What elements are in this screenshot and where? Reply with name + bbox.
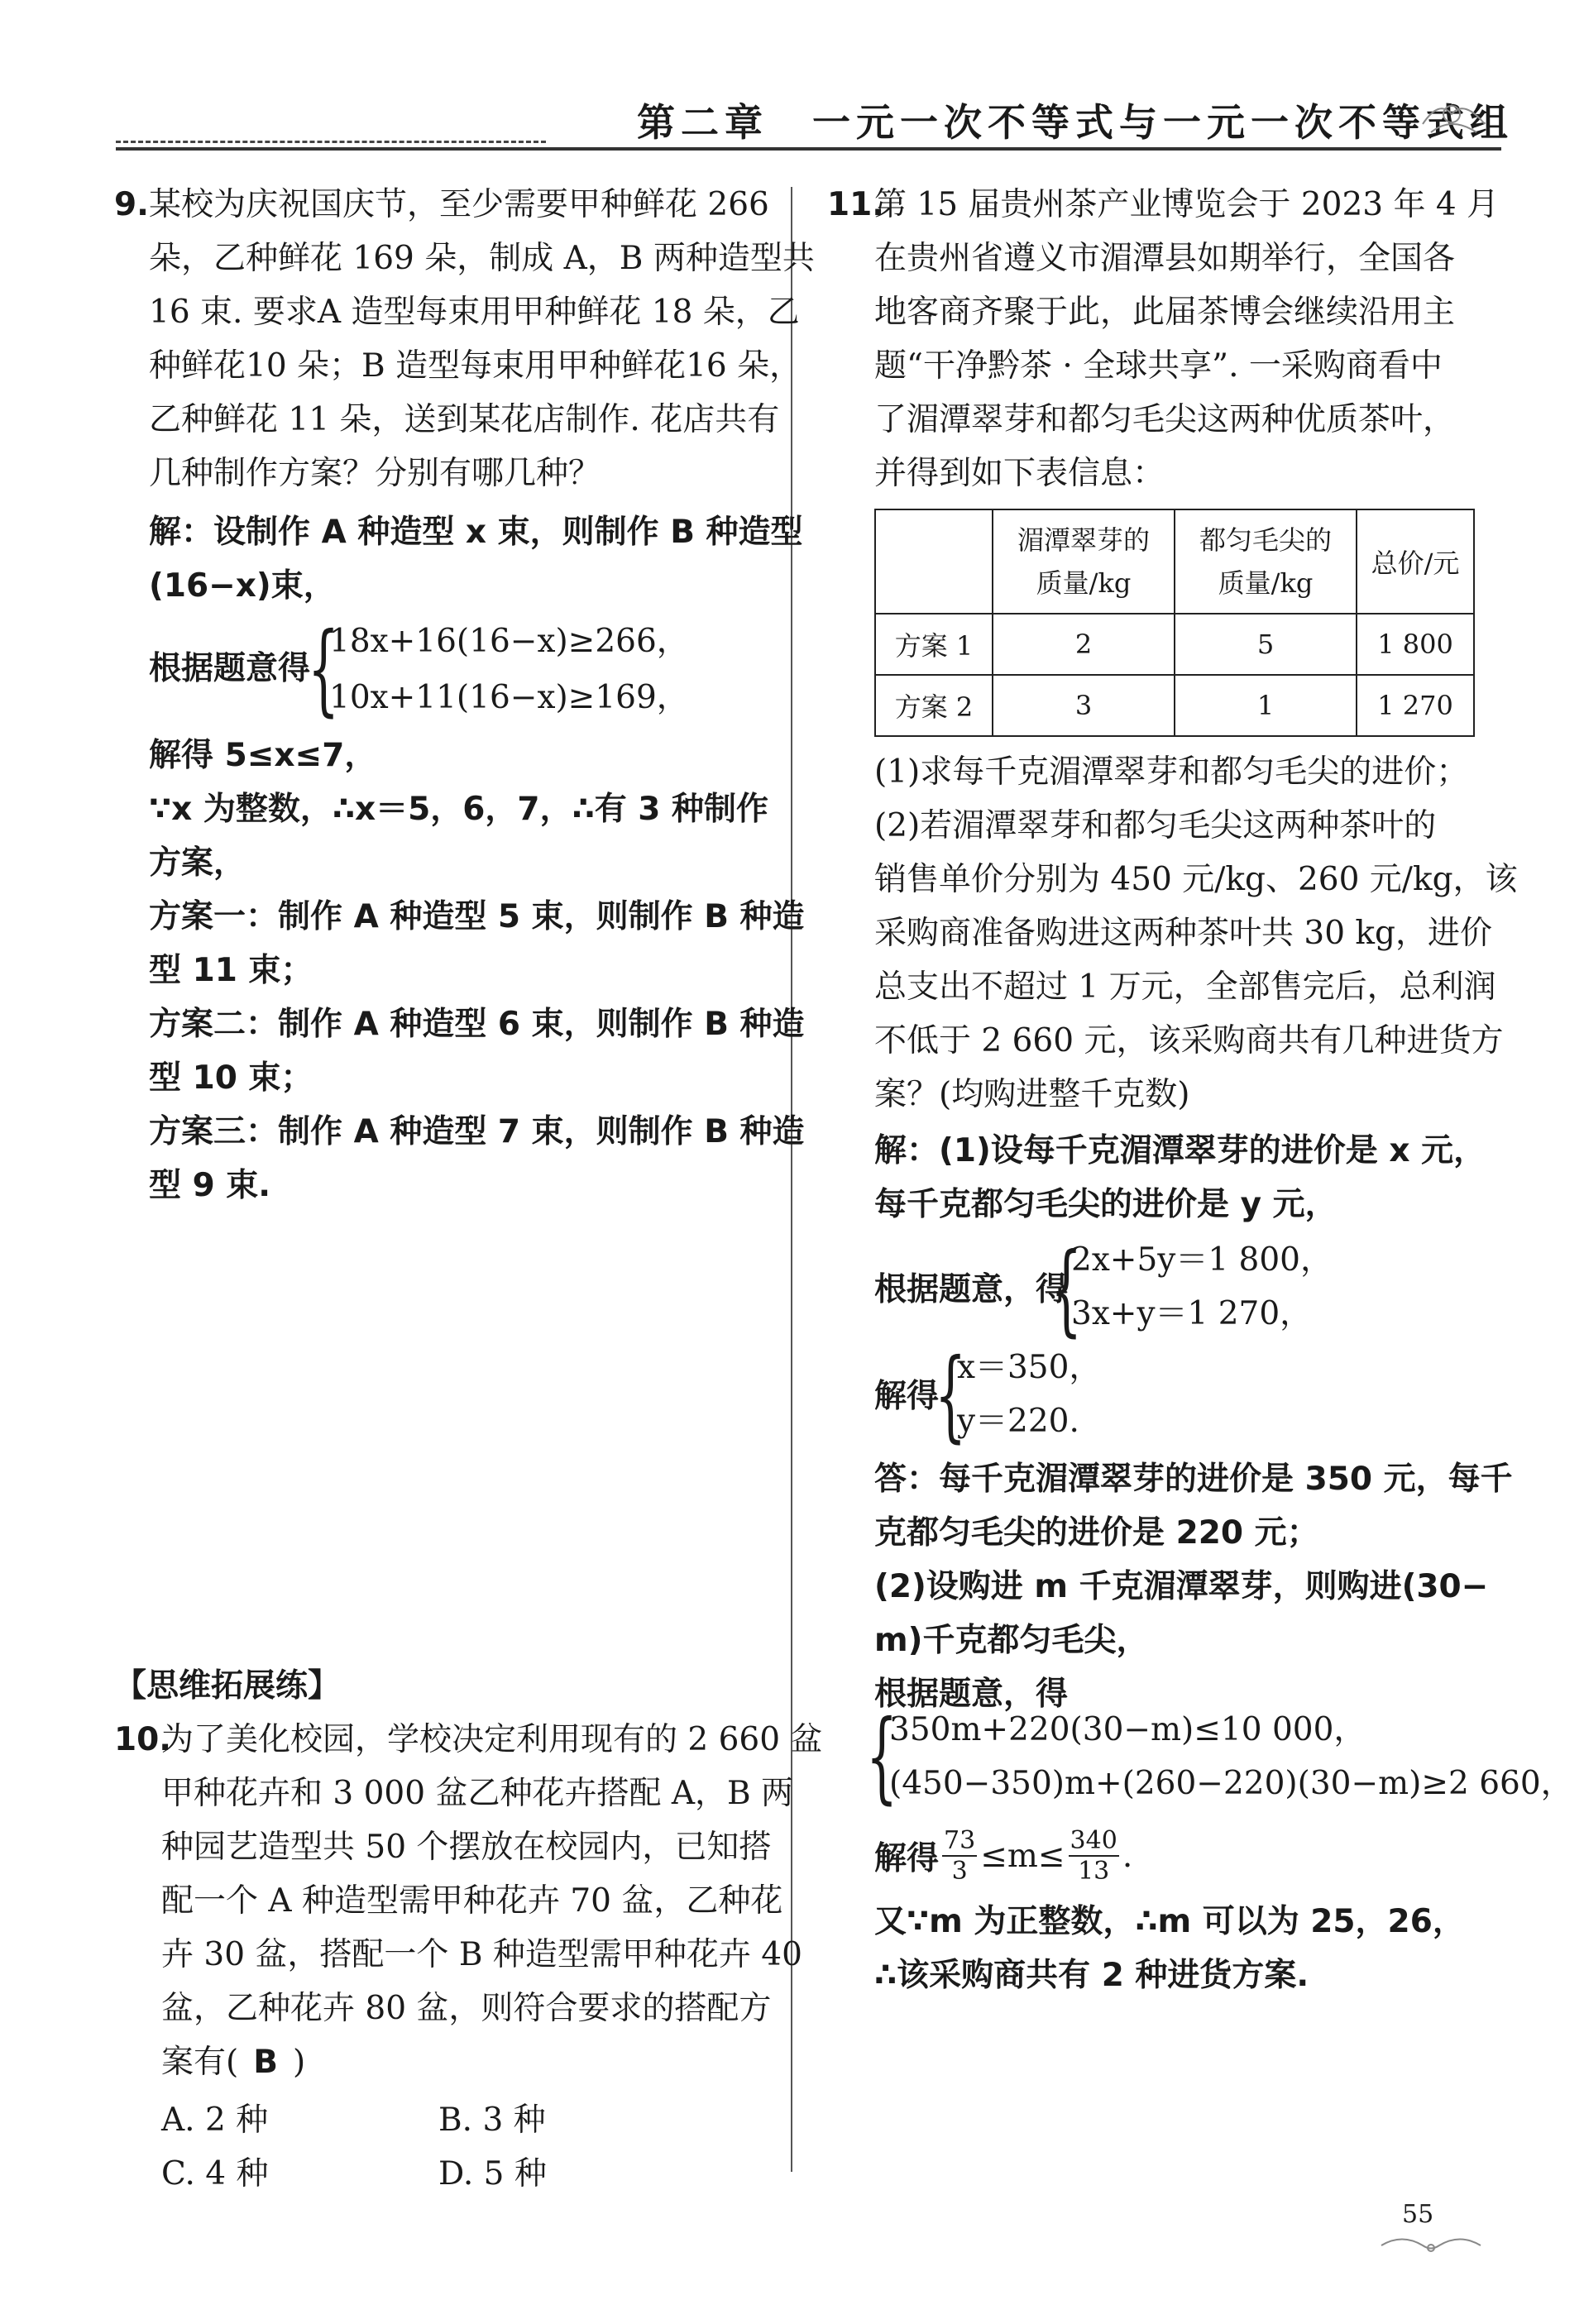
plan-line: 方案一：制作 A 种造型 5 束，则制作 B 种造 <box>149 898 805 935</box>
subquestion-line: 采购商准备购进这两种茶叶共 30 kg，进价 <box>874 915 1493 952</box>
subquestion-line: 案？(均购进整千克数) <box>874 1076 1190 1113</box>
brace-icon: { <box>866 1700 898 1815</box>
fraction <box>1069 1826 1119 1886</box>
fraction-numerator: 340 <box>1070 1826 1117 1855</box>
solution-line: ∴该采购商共有 2 种进货方案. <box>874 1957 1309 1994</box>
question-stem-line: 在贵州省遵义市湄潭县如期举行，全国各 <box>874 240 1456 277</box>
fraction <box>942 1826 977 1886</box>
question-stem-line: 甲种花卉和 3 000 盆乙种花卉搭配 A，B 两 <box>161 1775 794 1812</box>
solution-line: (16−x)束， <box>149 567 336 605</box>
question-stem-line: 朵，乙种鲜花 169 朵，制成 A，B 两种造型共 <box>149 240 815 277</box>
table-cell: 方案 2 <box>875 675 993 736</box>
solution-line: m)千克都匀毛尖， <box>874 1622 1149 1659</box>
solution-line: (2)设购进 m 千克湄潭翠芽，则购进(30− <box>874 1568 1489 1605</box>
chapter-title: 第二章 一元一次不等式与一元一次不等式组 <box>637 100 1514 145</box>
solution-line: 方案， <box>149 844 246 882</box>
table-corner-cell <box>875 509 993 614</box>
subquestion-line: 销售单价分别为 450 元/kg、260 元/kg，该 <box>874 861 1518 898</box>
question-stem-line: 了湄潭翠芽和都匀毛尖这两种优质茶叶， <box>874 401 1456 438</box>
solution-line: 根据题意，得 <box>874 1676 1069 1713</box>
tea-info-table <box>874 509 1475 737</box>
result-label: 解得 <box>874 1840 940 1877</box>
answer-line: 克都匀毛尖的进价是 220 元； <box>874 1514 1319 1552</box>
subquestion-line: (2)若湄潭翠芽和都匀毛尖这两种茶叶的 <box>874 807 1437 844</box>
plan-line: 型 11 束； <box>149 952 313 989</box>
result-label: 解得 <box>874 1378 940 1415</box>
header-ornament-icon <box>1406 83 1497 141</box>
option-c[interactable]: C. 4 种 <box>161 2155 269 2192</box>
stem-text: ) <box>292 2044 306 2081</box>
option-a[interactable]: A. 2 种 <box>161 2102 269 2139</box>
question-stem-line: 乙种鲜花 11 朵，送到某花店制作. 花店共有 <box>149 401 780 438</box>
solution-line: 又∵m 为正整数，∴m 可以为 25，26， <box>874 1903 1465 1940</box>
page-number: 55 <box>1402 2200 1434 2229</box>
inequality-line: (450−350)m+(260−220)(30−m)≥2 660， <box>889 1765 1573 1802</box>
question-stem-line: 题“干净黔茶 · 全球共享”. 一采购商看中 <box>874 347 1443 385</box>
table-cell: 2 <box>993 614 1175 675</box>
table-header-cell: 总价/元 <box>1357 509 1474 614</box>
table-cell: 3 <box>993 675 1175 736</box>
section-title: 【思维拓展练】 <box>114 1667 341 1705</box>
solution-line: 解：设制作 A 种造型 x 束，则制作 B 种造型 <box>149 514 803 551</box>
brace-icon: { <box>935 1338 967 1453</box>
table-cell: 方案 1 <box>875 614 993 675</box>
question-number: 10. <box>114 1721 172 1758</box>
subquestion-line: 总支出不超过 1 万元，全部售完后，总利润 <box>874 968 1496 1006</box>
solution-line: 每千克都匀毛尖的进价是 y 元， <box>874 1186 1338 1223</box>
solution-line: 解：(1)设每千克湄潭翠芽的进价是 x 元， <box>874 1132 1486 1169</box>
footer-ornament-icon <box>1377 2233 1485 2258</box>
table-cell: 5 <box>1175 614 1357 675</box>
equation-line: 3x+y＝1 270， <box>1071 1295 1313 1332</box>
plan-line: 方案三：制作 A 种造型 7 束，则制作 B 种造 <box>149 1113 805 1150</box>
fraction-result <box>874 1826 1132 1886</box>
table-cell: 1 <box>1175 675 1357 736</box>
column-divider <box>791 187 792 2172</box>
fraction-numerator: 73 <box>944 1826 976 1855</box>
option-b[interactable]: B. 3 种 <box>438 2102 546 2139</box>
table-header-row <box>875 509 1474 614</box>
table-cell: 1 800 <box>1357 614 1474 675</box>
system-label: 根据题意，得 <box>874 1271 1069 1308</box>
question-stem-line: 几种制作方案？分别有哪几种？ <box>149 455 601 492</box>
inequality-sign: ≤m≤ <box>980 1837 1065 1875</box>
question-stem-line <box>161 2043 305 2083</box>
header-rule <box>116 147 1501 151</box>
table-cell: 1 270 <box>1357 675 1474 736</box>
header-dashed-line <box>116 141 546 143</box>
table-header-cell: 都匀毛尖的 质量/kg <box>1175 509 1357 614</box>
plan-line: 型 10 束； <box>149 1059 313 1097</box>
answer-mark: B <box>253 2044 278 2081</box>
subquestion-line: (1)求每千克湄潭翠芽和都匀毛尖的进价； <box>874 753 1469 791</box>
subquestion-line: 不低于 2 660 元，该采购商共有几种进货方 <box>874 1022 1504 1059</box>
question-stem-line: 卉 30 盆，搭配一个 B 种造型需甲种花卉 40 <box>161 1936 802 1973</box>
inequality-line: 18x+16(16−x)≥266， <box>329 623 689 660</box>
inequality-line: 10x+11(16−x)≥169， <box>329 679 689 716</box>
period: . <box>1122 1837 1133 1875</box>
stem-text: 案有( <box>161 2044 239 2081</box>
question-number: 11. <box>827 186 885 223</box>
table-row <box>875 614 1474 675</box>
question-stem-line: 种鲜花10 朵；B 造型每束用甲种鲜花16 朵， <box>149 347 802 385</box>
fraction-denominator: 3 <box>951 1857 968 1886</box>
question-number: 9. <box>114 186 149 223</box>
table-header-cell: 湄潭翠芽的 质量/kg <box>993 509 1175 614</box>
brace-icon: { <box>308 612 340 727</box>
question-stem-line: 并得到如下表信息： <box>874 455 1165 492</box>
plan-line: 型 9 束. <box>149 1167 271 1204</box>
result-line: x＝350， <box>957 1349 1102 1386</box>
fraction-denominator: 13 <box>1078 1857 1110 1886</box>
plan-line: 方案二：制作 A 种造型 6 束，则制作 B 种造 <box>149 1006 805 1043</box>
question-stem-line: 第 15 届贵州茶产业博览会于 2023 年 4 月 <box>874 186 1500 223</box>
question-stem-line: 盆，乙种花卉 80 盆，则符合要求的搭配方 <box>161 1990 772 2027</box>
table-row <box>875 675 1474 736</box>
result-line: y＝220. <box>957 1403 1079 1440</box>
question-stem-line: 配一个 A 种造型需甲种花卉 70 盆，乙种花 <box>161 1882 783 1920</box>
option-d[interactable]: D. 5 种 <box>438 2155 547 2192</box>
answer-line: 答：每千克湄潭翠芽的进价是 350 元，每千 <box>874 1461 1513 1498</box>
question-stem-line: 种园艺造型共 50 个摆放在校园内，已知搭 <box>161 1829 772 1866</box>
question-stem-line: 为了美化校园，学校决定利用现有的 2 660 盆 <box>161 1721 823 1758</box>
question-stem-line: 地客商齐聚于此，此届茶博会继续沿用主 <box>874 294 1456 331</box>
question-stem-line: 某校为庆祝国庆节，至少需要甲种鲜花 266 <box>149 186 769 223</box>
system-label: 根据题意得 <box>149 650 311 687</box>
equation-line: 2x+5y＝1 800， <box>1071 1241 1333 1279</box>
solution-line: ∵x 为整数，∴x＝5，6，7，∴有 3 种制作 <box>149 791 768 828</box>
inequality-line: 350m+220(30−m)≤10 000， <box>889 1711 1366 1748</box>
solution-line: 解得 5≤x≤7， <box>149 737 377 774</box>
question-stem-line: 16 束. 要求A 造型每束用甲种鲜花 18 朵，乙 <box>149 294 800 331</box>
brace-icon: { <box>1050 1232 1083 1347</box>
